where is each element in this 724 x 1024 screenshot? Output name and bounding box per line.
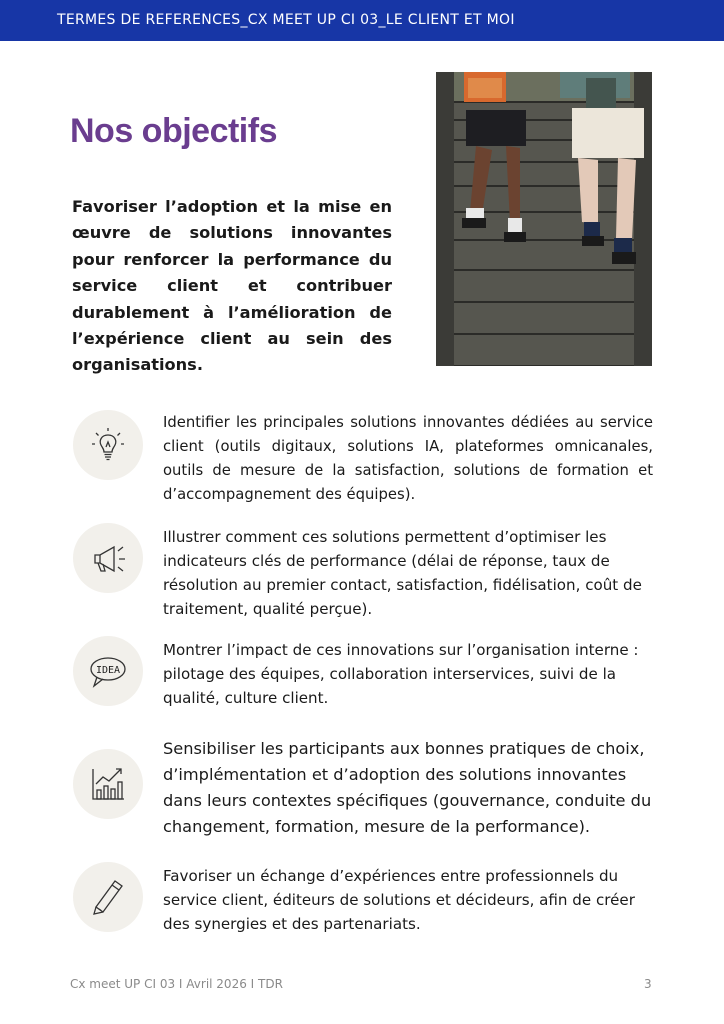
intro-paragraph: Favoriser l’adoption et la mise en œuvre de solutions innovantes pour renforcer la performance du service client et contribuer durablement à l’amélioration de l’expérience client au sein des organisations.: [72, 197, 392, 375]
objective-text-2: Illustrer comment ces solutions permettent d’optimiser les indicateurs clés de performance (délai de réponse, taux de résolution au premier contact, satisfaction, fidélisation, coût de traitement, qualité perçue).: [163, 528, 642, 618]
header-bar: [0, 0, 724, 41]
idea-bubble-icon: [73, 636, 143, 706]
footer-text: Cx meet UP CI 03 I Avril 2026 I TDR: [70, 977, 283, 991]
page-number: 3: [644, 977, 652, 991]
hikers-photo: [436, 72, 652, 366]
header-title: TERMES DE REFERENCES_CX MEET UP CI 03_LE CLIENT ET MOI: [57, 12, 515, 28]
objective-text-5: Favoriser un échange d’expériences entre professionnels du service client, éditeurs de solutions et décideurs, afin de créer des synergies et des partenariats.: [163, 867, 635, 933]
objective-text-1: Identifier les principales solutions innovantes dédiées au service client (outils digitaux, solutions IA, plateformes omnicanales, outils de mesure de la satisfaction, solutions de formation et d’accompagnement des équipes).: [163, 414, 653, 503]
objective-text-3: Montrer l’impact de ces innovations sur l’organisation interne : pilotage des équipes, collaboration interservices, suivi de la qualité, culture client.: [163, 641, 639, 707]
megaphone-icon: [73, 523, 143, 593]
stairs-illustration: [436, 72, 652, 366]
pencil-icon: [73, 862, 143, 932]
page-title: Nos objectifs: [70, 112, 277, 150]
objective-text-4: Sensibiliser les participants aux bonnes pratiques de choix, d’implémentation et d’adoption des solutions innovantes dans leurs contextes spécifiques (gouvernance, conduite du changement, formation, mesure de la performance).: [163, 739, 652, 836]
idea-bubble-label: IDEA: [95, 665, 121, 676]
growth-chart-icon: [73, 749, 143, 819]
lightbulb-icon: [73, 410, 143, 480]
